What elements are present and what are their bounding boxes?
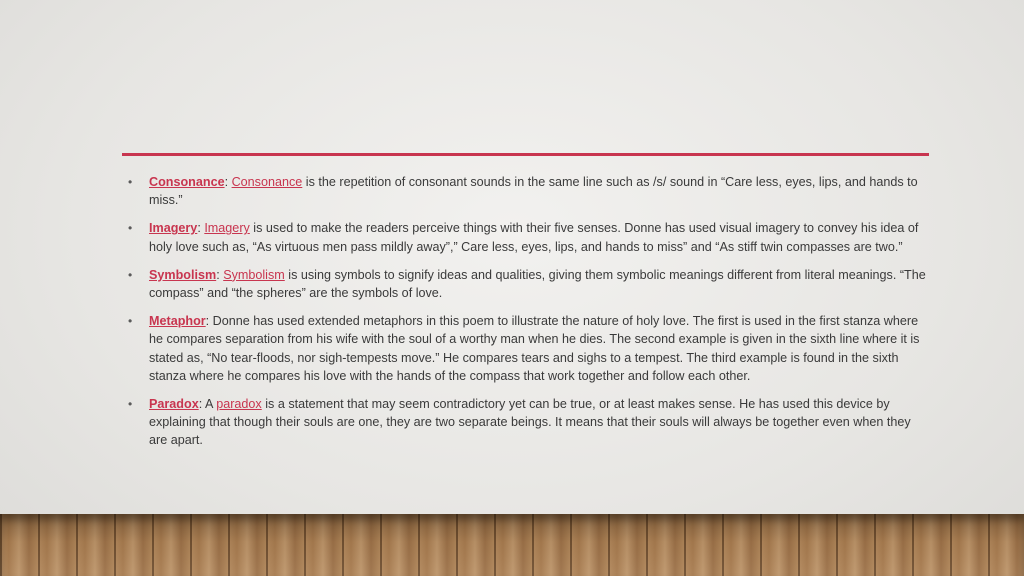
- bullet-text: is the repetition of consonant sounds in the same line such as /s/ sound in “Care less, eyes, lips, and hands to miss.”: [149, 175, 918, 208]
- list-item: [128, 266, 928, 302]
- list-item: [128, 219, 928, 255]
- term-link[interactable]: Symbolism: [223, 267, 285, 282]
- term-separator: :: [216, 267, 224, 282]
- list-item: [128, 395, 928, 450]
- bullet-text: is a statement that may seem contradictory yet can be true, or at least makes sense. He has used this device by explaining that though their souls are one, they are two separate beings. It means that their souls will always be together even when they are apart.: [149, 397, 911, 448]
- bullet-text: is used to make the readers perceive things with their five senses. Donne has used visual imagery to convey his idea of holy love such as, “As virtuous men pass mildly away”,” Care less, eyes, lips, and hands to miss” and “As stiff twin compasses are two.”: [149, 221, 919, 254]
- term-link[interactable]: paradox: [216, 397, 262, 412]
- term-heading: Consonance: [149, 175, 225, 189]
- term-heading: Imagery: [149, 221, 198, 236]
- term-link[interactable]: Imagery: [204, 221, 250, 236]
- bullet-list: [128, 173, 928, 460]
- floor-shade: [0, 514, 1024, 576]
- term-heading: Symbolism: [149, 267, 217, 282]
- term-heading: Paradox: [149, 397, 199, 412]
- bullet-dot-icon: •: [128, 267, 133, 282]
- bullet-dot-icon: •: [128, 221, 133, 236]
- term-link[interactable]: Consonance: [231, 175, 303, 189]
- bullet-dot-icon: •: [128, 314, 133, 329]
- term-separator: :: [205, 314, 213, 329]
- bullet-dot-icon: •: [128, 175, 133, 189]
- term-separator: :: [197, 221, 205, 236]
- bullet-dot-icon: •: [128, 397, 133, 412]
- accent-rule: [122, 153, 929, 156]
- term-separator: :: [224, 175, 232, 189]
- term-separator: : A: [198, 397, 217, 412]
- list-item: [128, 173, 928, 209]
- list-item: [128, 312, 928, 385]
- term-heading: Metaphor: [149, 314, 206, 329]
- bullet-text: is using symbols to signify ideas and qualities, giving them symbolic meanings different from literal meanings. “The compass” and “the spheres” are the symbols of love.: [149, 267, 926, 301]
- wood-floor-background: [0, 514, 1024, 576]
- bullet-text: Donne has used extended metaphors in this poem to illustrate the nature of holy love. The first is used in the first stanza where he compares separation from his wife with the soul of a worthy man when he dies. The second example is given in the sixth line where it is stated as, “No tear-floods, nor sigh-tempests move.” He compares tears and sighs to a tempest. The third example is found in the sixth stanza where he compares his love with the hands of the compass that work together and follow each other.: [149, 314, 920, 383]
